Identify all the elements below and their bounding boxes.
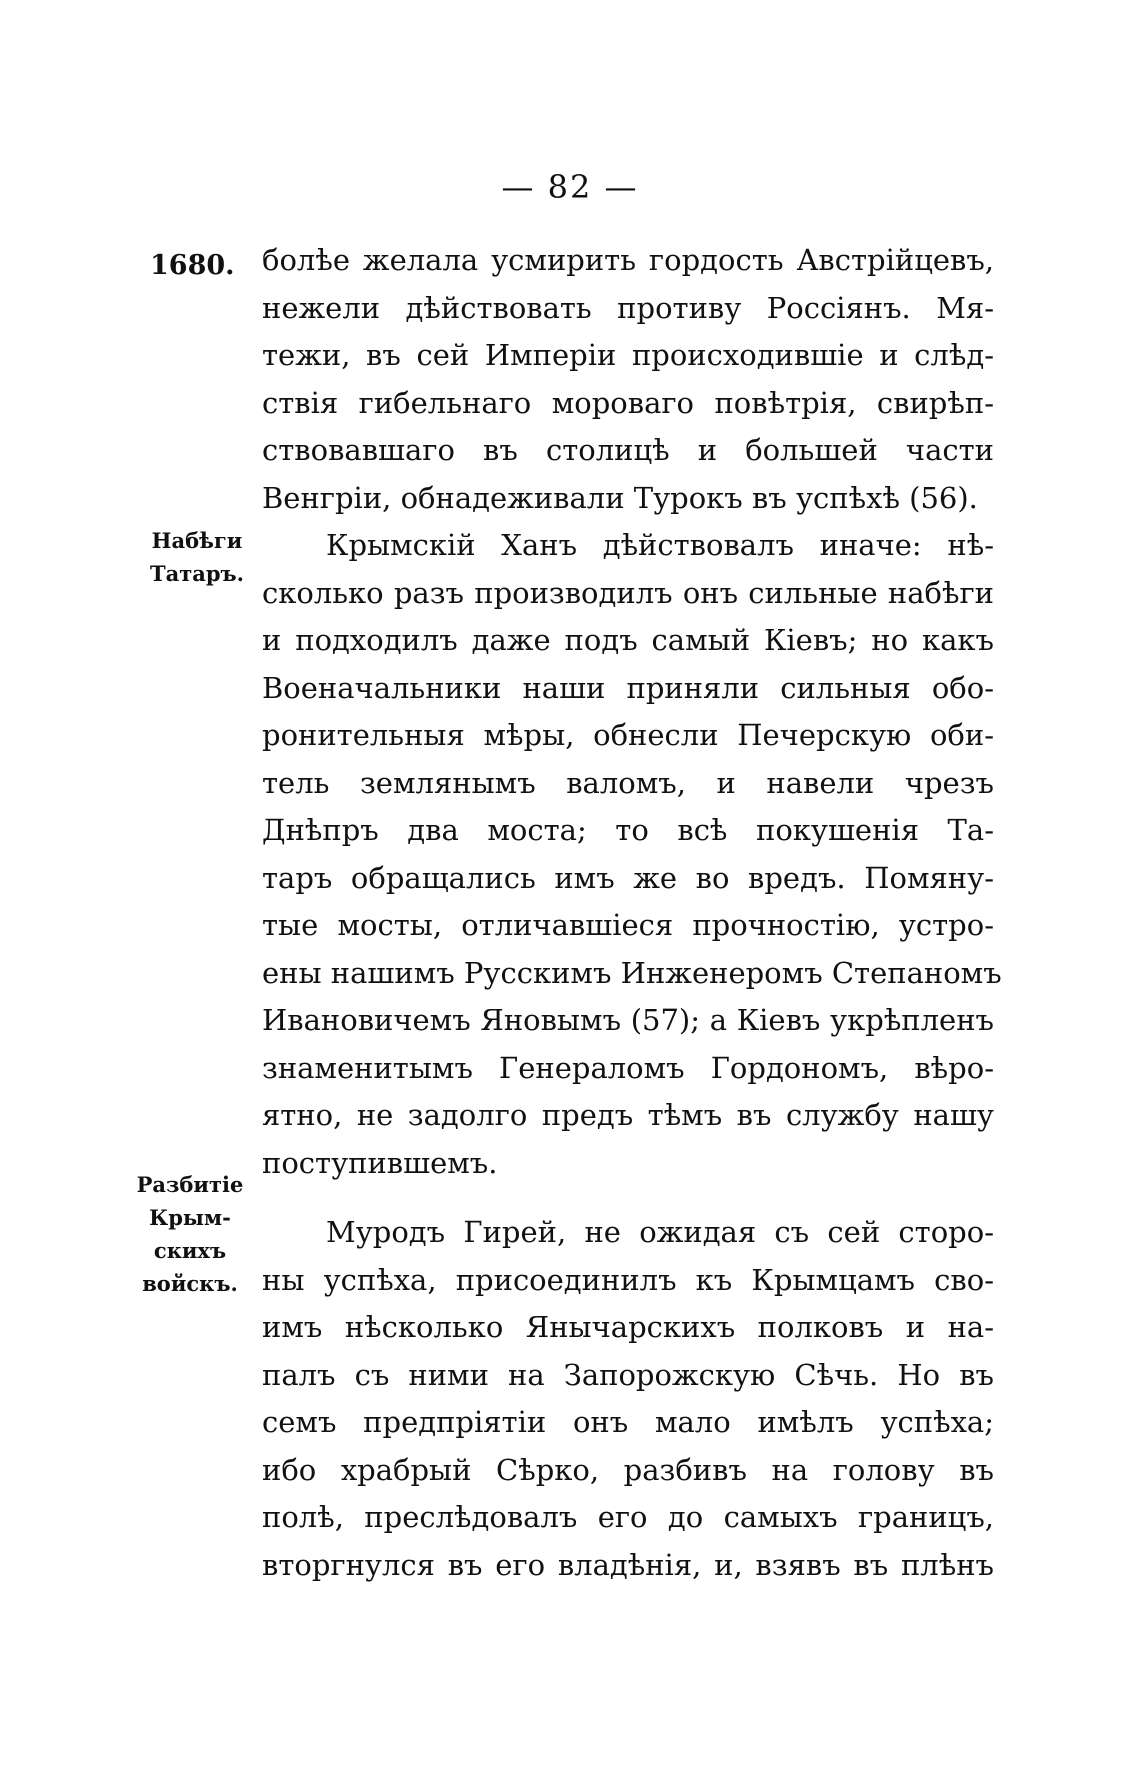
text-line: Муродъ Гирей, не ожидая съ сей сторо- [326,1215,994,1249]
margin-note-line: скихъ [153,1238,227,1263]
margin-note-line: войскъ. [142,1271,238,1296]
text-line: Военачальники наши приняли сильныя обо- [262,670,994,705]
text-line: ронительныя мѣры, обнесли Печерскую оби- [262,718,994,752]
text-line: ствовавшаго въ столицѣ и большей части [262,433,994,467]
text-line: Днѣпръ два моста; то всѣ покушенія Та- [262,813,994,847]
text-line: знаменитымъ Генераломъ Гордономъ, вѣро- [262,1050,994,1085]
text-line: и подходилъ даже подъ самый Кіевъ; но какъ [262,623,994,657]
text-line: поступившемъ. [262,1145,498,1180]
margin-note-line: Набѣги [151,528,243,553]
text-line: тые мосты, отличавшіеся прочностію, устро- [262,908,994,942]
body-text [262,237,1002,1589]
text-line: палъ съ ними на Запорожскую Сѣчь. Но въ [262,1357,994,1392]
page-number: — 82 — [501,168,639,206]
text-line: вторгнулся въ его владѣнія, и, взявъ въ плѣнъ [262,1547,994,1582]
text-line: нежели дѣйствовать противу Россіянъ. Мя- [262,290,994,325]
text-line: ны успѣха, присоединилъ къ Крымцамъ сво- [262,1262,994,1297]
text-line: семъ предпріятіи онъ мало имѣлъ успѣха; [262,1405,994,1439]
text-line: Венгріи, обнадеживали Турокъ въ успѣхѣ (56). [262,480,978,515]
margin-note-line: Татаръ. [150,561,244,586]
year-margin-note: 1680. [150,250,235,281]
text-line: Ивановичемъ Яновымъ (57); а Кіевъ укрѣпленъ [262,1003,994,1037]
text-line: ены нашимъ Русскимъ Инженеромъ Степаномъ [262,955,1002,990]
text-line: ибо храбрый Сѣрко, разбивъ на голову въ [262,1452,994,1487]
margin-note-line: Крым- [149,1205,231,1230]
text-line: ятно, не задолго предъ тѣмъ въ службу нашу [262,1098,994,1132]
text-line: сколько разъ производилъ онъ сильные набѣги [262,575,994,610]
text-line: имъ нѣсколько Янычарскихъ полковъ и на- [262,1310,994,1344]
text-line: полѣ, преслѣдовалъ его до самыхъ границъ, [262,1500,994,1534]
margin-note-crimean-defeat [130,1168,250,1300]
text-line: болѣе желала усмирить гордость Австрійцевъ, [262,243,994,277]
text-line: Крымскій Ханъ дѣйствовалъ иначе: нѣ- [326,528,994,562]
margin-note-tatar-raids [137,524,257,590]
text-line: таръ обращались имъ же во вредъ. Помяну- [262,860,994,895]
margin-note-line: Разбитіе [136,1172,244,1197]
text-line: тежи, въ сей Имперіи происходившіе и слѣд- [262,338,994,372]
text-line: ствія гибельнаго мороваго повѣтрія, свирѣп- [262,385,994,420]
text-line: тель землянымъ валомъ, и навели чрезъ [262,765,994,800]
